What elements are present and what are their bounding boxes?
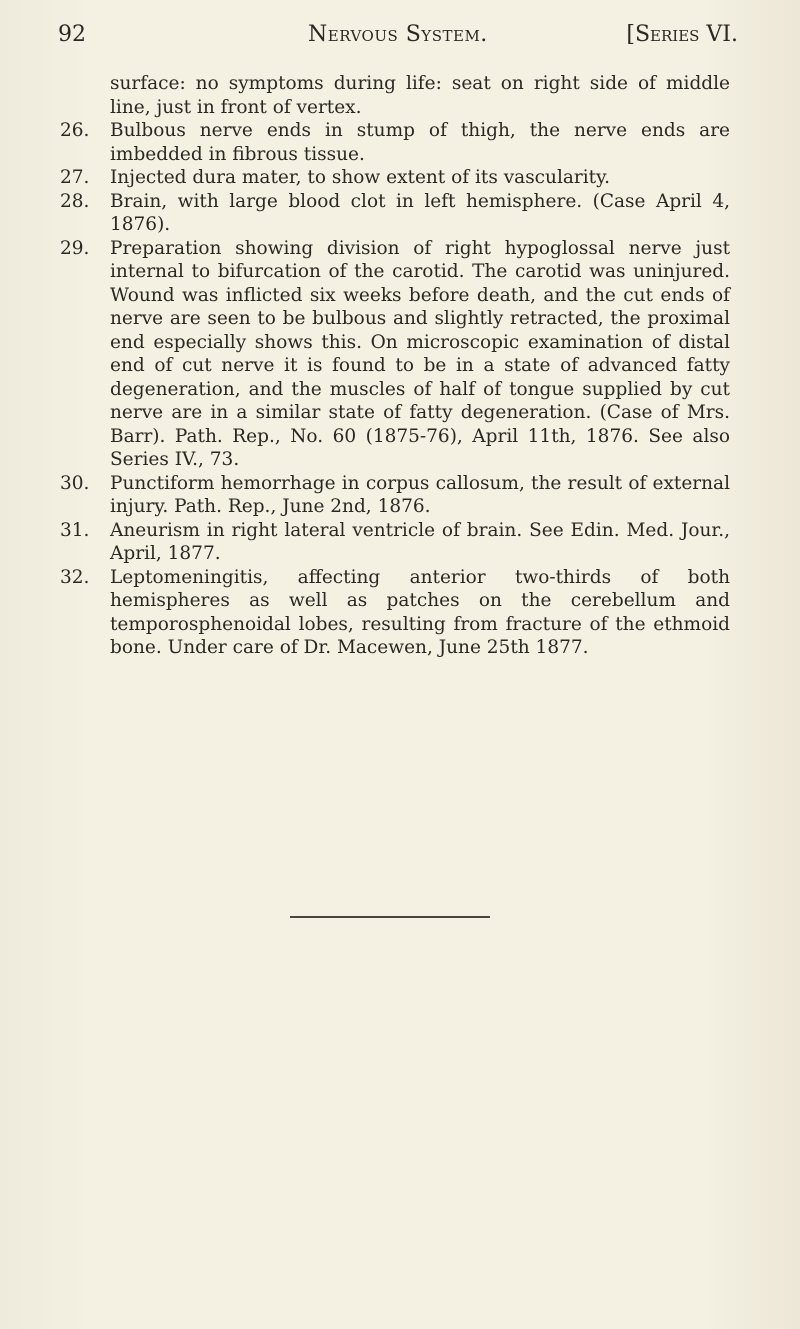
catalogue-entry: [60, 119, 730, 166]
entry-text: Brain, with large blood clot in left hemisphere. (Case April 4, 1876).: [110, 190, 730, 235]
entry-number: 30.: [60, 472, 90, 494]
section-divider: [290, 916, 490, 918]
page-number: 92: [58, 22, 86, 47]
entry-text: surface: no symptoms during life: seat on right side of middle line, just in front of vertex.: [110, 73, 730, 118]
catalogue-entry: [60, 566, 730, 660]
page-header: [58, 22, 738, 52]
entry-number: 32.: [60, 566, 90, 588]
catalogue-entry: [60, 472, 730, 519]
entry-text: Aneurism in right lateral ventricle of brain. See Edin. Med. Jour., April, 1877.: [110, 519, 730, 564]
catalogue-entries: [60, 72, 730, 660]
entry-number: 29.: [60, 237, 90, 259]
entry-number: 28.: [60, 190, 90, 212]
entry-text: Leptomeningitis, affecting anterior two-thirds of both hemispheres as well as patches on the cerebellum and temporosphenoidal lobes, resulting from fracture of the ethmoid bone. Under care of Dr. Macewen, June 25th 1877.: [110, 566, 730, 658]
entry-text: Injected dura mater, to show extent of its vascularity.: [110, 167, 610, 188]
catalogue-entry: [60, 166, 730, 190]
running-title: Nervous System.: [308, 22, 488, 47]
catalogue-entry: [60, 72, 730, 119]
series-label: [Series VI.: [626, 22, 738, 47]
entry-text: Bulbous nerve ends in stump of thigh, the nerve ends are imbedded in fibrous tissue.: [110, 120, 730, 165]
entry-text: Punctiform hemorrhage in corpus callosum, the result of external injury. Path. Rep., June 2nd, 1876.: [110, 472, 730, 517]
entry-number: 31.: [60, 519, 90, 541]
catalogue-entry: [60, 237, 730, 472]
entry-number: 26.: [60, 120, 90, 141]
entry-text: Preparation showing division of right hypoglossal nerve just internal to bifurcation of the carotid. The carotid was uninjured. Wound was inflicted six weeks before death, and the cut ends of nerve are seen to be bulbous and slightly retracted, the proximal end especially shows this. On microscopic examination of distal end of cut nerve it is found to be in a state of advanced fatty degeneration, and the muscles of half of tongue supplied by cut nerve are in a similar state of fatty degeneration. (Case of Mrs. Barr). Path. Rep., No. 60 (1875-76), April 11th, 1876. See also Series IV., 73.: [110, 237, 730, 470]
entry-number: 27.: [60, 167, 90, 188]
catalogue-entry: [60, 190, 730, 237]
catalogue-entry: [60, 519, 730, 566]
